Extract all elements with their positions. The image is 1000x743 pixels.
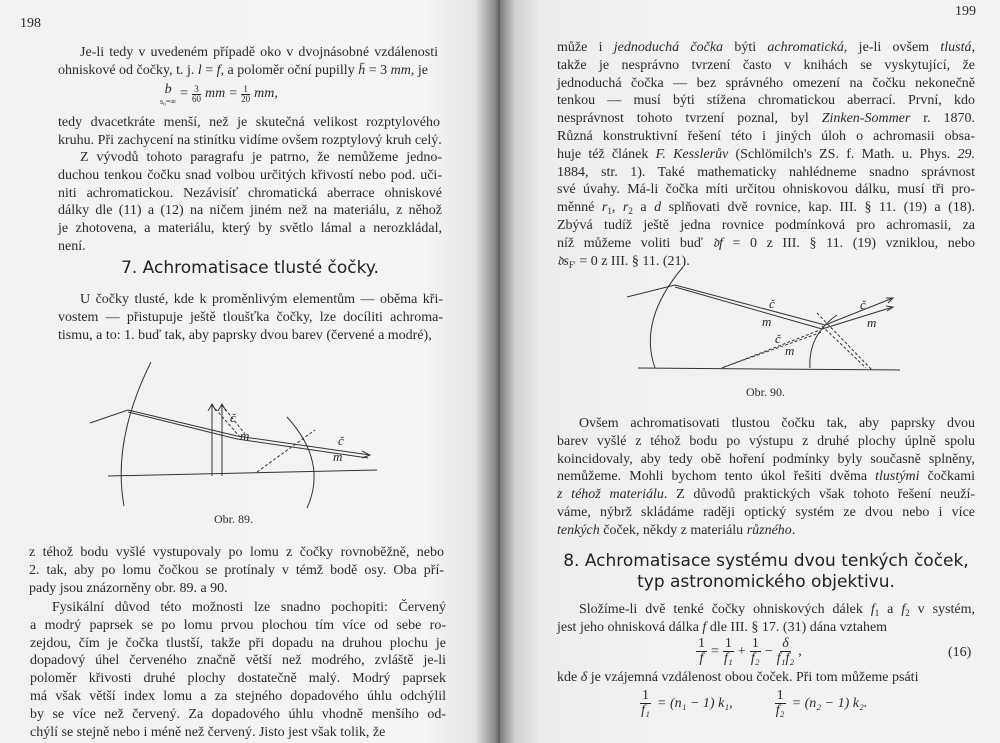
formula-term: = (n₁ − 1) k₁, (657, 695, 733, 711)
text-line (557, 669, 975, 687)
text-run: dle III. § 17. (31) dána vztahem (706, 619, 888, 635)
paragraph (30, 599, 446, 741)
subscript: 2 (628, 206, 633, 217)
italic-run: f (702, 619, 707, 635)
text-run: kruhu. Při zachycení na stinítku vidíme ovšem rozptylový kruh celý. (58, 132, 442, 148)
subscript: F′ (568, 259, 576, 270)
figure-label: m (785, 343, 795, 358)
italic-run: různého (746, 522, 792, 538)
text-run: a modrý paprsek se po lomu prvou plochou tím více od sebe ro- (30, 617, 446, 633)
text-run: níž můžeme voliti buď (557, 235, 713, 251)
italic-run: r (622, 200, 629, 216)
numerator: 1 (698, 636, 705, 651)
formula-term: mm, (254, 86, 278, 101)
italic-run: 𝔡f (712, 235, 723, 251)
optical-axis (638, 368, 900, 370)
italic-run: F. Kesslerův (655, 146, 729, 162)
italic-run: 𝔡s (557, 253, 569, 269)
italic-run: jednoduchá čočka (613, 40, 724, 55)
text-run: splňovati dvě rovnice, kap. III. § 11. (19) a (18). (661, 200, 975, 216)
formula-condition: s₀=∞ (160, 97, 177, 106)
fraction (777, 637, 795, 666)
lens-surface-2 (810, 315, 837, 368)
text-run: Je-li tedy v uvedeném případě oko v dvojnásobné vzdálenosti (80, 45, 438, 60)
numerator: δ (782, 636, 789, 651)
text-line (557, 522, 975, 540)
text-line (30, 706, 446, 724)
arrow-heads (208, 404, 226, 411)
text-run: v systém, (909, 602, 975, 617)
formula-term: + (737, 643, 746, 659)
section-heading (557, 551, 975, 593)
text-line (30, 652, 446, 670)
italic-run: f (870, 602, 875, 617)
text-line (557, 504, 975, 522)
text-run: zejdou, čím je čočka tlustší, takže při dopadu na druhou plochu je (30, 635, 446, 651)
figure-label: m (762, 314, 772, 329)
text-line (557, 451, 975, 469)
text-run: by se více než červený. Za dopadového úhlu vhodně menšího od- (30, 706, 446, 722)
page-number: 198 (20, 16, 41, 31)
text-run: kde (557, 670, 581, 685)
ray-blue (128, 412, 237, 439)
italic-run: tlustá (940, 40, 972, 55)
text-run: = 0 z III. § 11. (21). (575, 253, 690, 269)
numerator: 1 (776, 688, 784, 703)
text-run: 1884, str. 1). Také mathematicky nahlédneme snadno správnost (557, 164, 975, 180)
incident-ray (627, 285, 675, 297)
text-run: Zbývá tudíž ještě jedna rovnice podmínková pro achromasii, za (557, 217, 975, 233)
figure-label: m (240, 428, 250, 443)
formula-term: = (229, 86, 238, 101)
figure-caption: Obr. 90. (746, 385, 785, 399)
paragraph (29, 544, 444, 597)
figure-label: č (230, 410, 236, 425)
numerator: 1 (751, 636, 759, 651)
text-run: nemůžeme. Mohli bychom tento úkol řešiti dvěma (557, 469, 876, 485)
subscript: 2 (905, 608, 910, 618)
formula-term: = (180, 86, 189, 101)
figure-label: č (338, 433, 344, 448)
italic-run: tlustými (875, 469, 920, 485)
equation-number: (16) (948, 645, 972, 660)
figure-label: č (860, 297, 866, 312)
heading-line: 8. Achromatisace systému dvou tenkých čoček, (563, 551, 969, 571)
right-page (500, 0, 1000, 743)
text-run: poloměr křivosti druhé plochy dostatečně malý. Modrý paprsek (30, 671, 446, 687)
fraction (775, 689, 786, 718)
text-run: , je-li ovšem (843, 40, 941, 55)
text-run: (Schlömilch's ZS. f. Math. u. Phys. (728, 146, 958, 162)
text-run: jednoduchá čočka — bez správného omezení na čočku nekonečně (557, 75, 975, 91)
italic-run: 29. (957, 146, 975, 162)
italic-run: h̄ (358, 62, 366, 78)
subscript: 1 (874, 608, 880, 618)
text-line (30, 724, 446, 742)
formula-term: − (764, 643, 773, 659)
italic-run: f (901, 602, 906, 617)
italic-run: Zinken-Sommer (821, 111, 911, 127)
italic-run: d (654, 200, 662, 216)
denominator: f₁ (724, 651, 733, 666)
text-run: dopadový úhel červeného značně větší než modrého, zvláště je-li (30, 653, 446, 669)
italic-run: l (197, 62, 202, 78)
text-run: takže je nesprávno tvrzení často v knihách se vyskytující, že (557, 57, 975, 73)
text-run: čoček, někdy z materiálu (599, 522, 747, 538)
denominator: 60 (192, 93, 202, 104)
text-run: je vzájemná vzdálenost obou čoček. Při tom můžeme psáti (587, 670, 919, 685)
formula-term: = (711, 643, 719, 659)
text-line (557, 433, 975, 451)
text-run: je zhotovena, a materiálu, který by světlo lámal a nerozkládal, (58, 221, 442, 237)
fraction (750, 637, 761, 666)
exit-ray-red (825, 298, 893, 325)
exit-ray-blue (237, 439, 368, 458)
text-run: dálky dle (11) a (12) na ničem jiném než na materiálu, z něhož (58, 203, 442, 219)
equation-k (640, 689, 867, 718)
figure-label: m (333, 449, 343, 464)
numerator: 1 (243, 83, 248, 94)
optical-axis (108, 470, 377, 476)
text-run: z téhož bodu vyšlé vystupovaly po lomu z čočky rovnoběžně, nebo (29, 545, 444, 560)
text-line (557, 415, 975, 433)
italic-run: z téhož materiálu (557, 487, 664, 503)
text-run: pady jsou znázorněny obr. 89. a 90. (29, 580, 228, 596)
text-run: chýlí se stejně nebo i méně než červený. Jisto jest však tolik, že (30, 724, 386, 740)
lens-surface-1 (121, 362, 151, 506)
text-line (30, 670, 446, 688)
text-run: koincidovaly, aby tedy obě hoření podmínky byly současně splněny, (557, 451, 975, 467)
text-run: Složíme-li dvě tenké čočky ohniskových dálek (579, 602, 871, 617)
numerator: 1 (724, 636, 732, 651)
section-heading: 7. Achromatisace tlusté čočky. (121, 258, 379, 278)
text-run: Z vývodů tohoto paragrafu je patrno, že nemůžeme jedno- (80, 150, 442, 165)
text-run: čočkami (919, 469, 975, 485)
ray-red (675, 285, 825, 325)
text-run: má však větší index lomu a za stejného dopadového úhlu odchýlil (30, 688, 446, 704)
formula-term: mm (205, 86, 226, 101)
text-run: U čočky tlusté, kde k proměnlivým elementům — oběma kři- (80, 292, 443, 307)
text-run: huje též článek (557, 146, 656, 162)
text-run: = 3 (365, 62, 391, 78)
paragraph (557, 601, 975, 637)
text-line (30, 688, 446, 706)
denominator: f₂ (775, 703, 785, 718)
text-run: barev vyšlé z téhož bodu po výstupu z druhé plochy úplně spolu (557, 433, 975, 449)
formula-term: , (798, 643, 802, 659)
text-line (30, 635, 446, 653)
text-run: . (791, 522, 796, 538)
italic-run: achromatická (767, 40, 844, 55)
text-run: tismu, a to: 1. buď tak, aby paprsky dvou barev (červené a modré), (58, 327, 432, 343)
figure-caption: Obr. 89. (214, 512, 253, 526)
text-run: vostem — přistupuje ještě tloušťka čočky, lze docíliti achroma- (58, 309, 443, 325)
text-run: býti (723, 40, 768, 55)
text-line (29, 544, 444, 562)
heading-line: typ astronomického objektivu. (637, 572, 895, 592)
fraction (723, 637, 734, 666)
text-run: jest jeho ohnisková dálka (557, 619, 703, 635)
equation-16 (696, 637, 802, 666)
text-run: . Z důvodů praktických však tohoto řešení neuží- (663, 487, 975, 503)
lens-surface-2 (287, 417, 314, 508)
formula-term: = (n₂ − 1) k₂. (791, 695, 868, 711)
incident-ray (90, 410, 128, 423)
text-line (29, 562, 444, 580)
text-run: tenkou — musí býti stížena chromatickou aberrací. První, kdo (557, 93, 975, 109)
text-run: r. 1870. (910, 111, 976, 127)
text-line (29, 580, 444, 598)
text-run: a (632, 200, 655, 216)
text-run: nesprávnost tohoto tvrzení poznal, byl (557, 111, 822, 127)
text-run: , (971, 40, 975, 55)
figure-label: č (775, 331, 781, 346)
text-run: Různá konstruktivní řešení této i jiných úloh o achromasii obsa- (557, 128, 975, 144)
text-run: , a poloměr oční pupilly (220, 62, 359, 78)
text-run: Fysikální důvod této možnosti lze snadno pochopiti: Červený (52, 600, 446, 615)
ray-blue (675, 287, 822, 329)
fraction (640, 689, 651, 718)
text-run: , (611, 200, 623, 216)
figure-label: č (769, 296, 775, 311)
text-run: , je (410, 62, 428, 78)
paragraph (557, 669, 975, 687)
text-run: niti achromatickou. Nezávisíť chromatická aberrace ohniskové (58, 185, 442, 201)
denominator: f₁ (641, 703, 650, 718)
text-run: = (201, 62, 217, 78)
ray-red (128, 410, 237, 436)
italic-run: f (216, 62, 221, 78)
text-line (557, 468, 975, 486)
text-line (557, 601, 975, 619)
text-run: váme, nýbrž skládáme raději optický systém ze dvou nebo i více (557, 504, 975, 520)
text-run: není. (58, 238, 86, 254)
text-run: duchou tenkou čočku snad volbou určitých křivostí nebo pod. uči- (58, 167, 442, 183)
text-line (30, 617, 446, 635)
italic-run: r (601, 200, 608, 216)
denominator: f₂ (750, 651, 760, 666)
figure-label: m (867, 315, 877, 330)
paragraph (557, 415, 975, 540)
denominator: f₁f₂ (776, 651, 795, 666)
text-line (557, 486, 975, 504)
italic-run: mm (390, 62, 411, 78)
text-line (557, 619, 975, 637)
text-run: Ovšem achromatisovati tlustou čočku tak, aby paprsky dvou (579, 416, 975, 431)
numerator: 1 (642, 688, 649, 703)
text-run: měnné (557, 200, 602, 216)
text-run: své úvahy. Má-li čočka míti určitou ohniskovou dálku, musí tři pro- (557, 182, 975, 198)
fraction (696, 637, 707, 666)
text-run: a (879, 602, 902, 617)
text-run: ohniskové od čočky, t. j. (58, 62, 198, 78)
denominator: f (699, 651, 704, 666)
italic-run: δ (580, 670, 588, 685)
lens-surface-1 (650, 267, 683, 368)
subscript: 1 (607, 206, 612, 217)
text-run: = 0 z III. § 11. (19) vzniklou, nebo (722, 235, 975, 251)
text-line (30, 599, 446, 617)
denominator: 20 (241, 93, 251, 104)
text-run: tedy dvacetkráte menší, než je skutečná velikost rozptylového (58, 115, 440, 130)
italic-run: tenkých (557, 522, 600, 538)
text-run: 2. tak, aby po lomu čočkou se protínaly v témž bodě osy. Oba pří- (29, 562, 444, 578)
numerator: 3 (194, 83, 199, 94)
formula-term: b (164, 82, 172, 97)
text-run: může i (557, 40, 614, 55)
page-number: 199 (955, 4, 976, 19)
